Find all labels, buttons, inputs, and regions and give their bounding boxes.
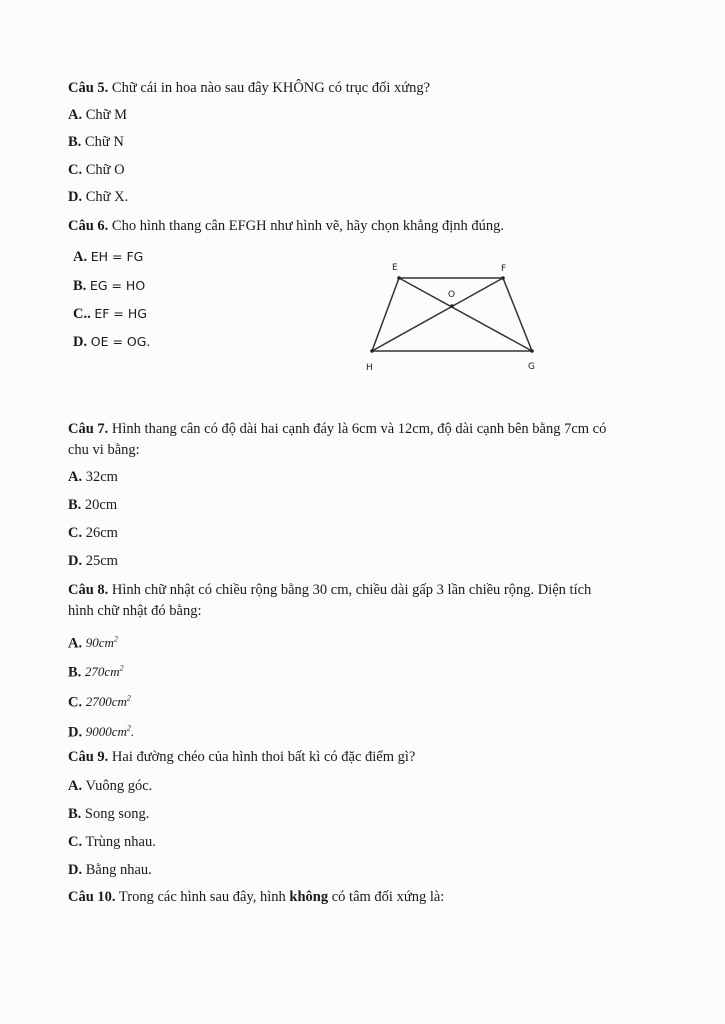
option-text: Song song.: [84, 806, 150, 822]
label-g: G: [528, 362, 535, 372]
question-number: Câu 10.: [68, 889, 116, 905]
option-label: B.: [73, 278, 87, 294]
area-exponent: 2: [113, 635, 118, 644]
area-unit: cm: [111, 724, 127, 740]
trapezoid-efgh-figure: [360, 258, 550, 376]
label-h: H: [366, 363, 373, 373]
option-label: B.: [68, 664, 82, 681]
option-label: A.: [68, 107, 83, 123]
question-text: chu vi bằng:: [68, 442, 140, 458]
option-label: B.: [68, 497, 82, 513]
area-number: 270: [84, 664, 105, 680]
option-text: Chữ N: [84, 134, 124, 150]
question-text: Chữ cái in hoa nào sau đây KHÔNG có trục đối xứng?: [111, 80, 431, 96]
q8-option-d: [68, 719, 134, 742]
q6-option-b: [73, 276, 145, 296]
option-text: OE = OG.: [90, 334, 151, 349]
option-text: 26cm: [85, 525, 118, 541]
option-label: D.: [73, 334, 88, 350]
question-text: Cho hình thang cân EFGH như hình vẽ, hãy chọn khẳng định đúng.: [111, 218, 504, 234]
question-number: Câu 8.: [68, 582, 109, 598]
option-value: [85, 664, 124, 679]
option-label: C.: [68, 525, 83, 541]
point-h: [370, 349, 374, 353]
question-text: Trong các hình sau đây, hình: [118, 889, 286, 905]
option-text: Chữ O: [85, 162, 125, 178]
option-label: B.: [68, 134, 82, 150]
option-label: D.: [68, 189, 83, 205]
option-value: [86, 724, 134, 739]
question-text: Hình chữ nhật có chiều rộng bằng 30 cm, chiều dài gấp 3 lần chiều rộng. Diện tích: [111, 582, 592, 598]
option-label: C..: [73, 306, 91, 322]
point-g: [530, 349, 534, 353]
question-text: hình chữ nhật đó bằng:: [68, 603, 202, 619]
question-emphasis: không: [289, 889, 329, 905]
option-text: 25cm: [85, 553, 118, 569]
q5-option-a: [68, 105, 127, 125]
area-exponent: 2: [119, 664, 124, 673]
option-text: Chữ X.: [85, 189, 129, 205]
q6-option-d: [73, 332, 150, 352]
q5-option-b: [68, 132, 124, 152]
q8-option-b: [68, 659, 124, 682]
option-value: [86, 635, 118, 650]
q7-option-b: [68, 495, 117, 515]
label-o: O: [448, 290, 456, 300]
question-number: Câu 6.: [68, 218, 109, 234]
point-f: [501, 276, 505, 280]
q5-option-d: [68, 187, 128, 207]
question-8: [68, 580, 591, 600]
option-text: Chữ M: [85, 107, 128, 123]
q5-option-c: [68, 160, 125, 180]
q9-option-c: [68, 832, 156, 852]
area-number: 2700: [85, 694, 112, 710]
q9-option-a: [68, 776, 152, 796]
option-label: C.: [68, 694, 83, 711]
option-label: A.: [73, 249, 88, 265]
question-number: Câu 7.: [68, 421, 109, 437]
diagonal-fh: [372, 278, 503, 351]
question-7-line-2: [68, 440, 140, 460]
option-label: D.: [68, 553, 83, 569]
label-f: F: [501, 264, 507, 274]
point-e: [397, 276, 401, 280]
option-label: A.: [68, 635, 83, 652]
question-8-line-2: [68, 601, 202, 621]
q7-option-c: [68, 523, 118, 543]
point-o: [450, 304, 454, 308]
q8-option-a: [68, 630, 118, 653]
option-label: C.: [68, 162, 83, 178]
option-text: EF = HG: [94, 306, 147, 321]
diagonal-eg: [399, 278, 532, 351]
option-label: A.: [68, 469, 83, 485]
option-label: D.: [68, 862, 83, 878]
question-7: [68, 419, 606, 439]
q9-option-b: [68, 804, 149, 824]
q7-option-a: [68, 467, 118, 487]
label-e: E: [392, 263, 398, 273]
option-text: Trùng nhau.: [85, 834, 156, 850]
question-text: Hình thang cân có độ dài hai cạnh đáy là 6cm và 12cm, độ dài cạnh bên bằng 7cm có: [111, 421, 607, 437]
q9-option-d: [68, 860, 152, 880]
option-label: D.: [68, 724, 83, 741]
option-text: EH = FG: [90, 249, 144, 264]
area-number: 9000: [85, 724, 112, 740]
area-number: 90: [85, 635, 99, 651]
q6-option-a: [73, 247, 143, 267]
option-label: C.: [68, 834, 83, 850]
option-label: B.: [68, 806, 82, 822]
area-exponent: 2: [126, 724, 131, 733]
question-number: Câu 5.: [68, 80, 109, 96]
option-text: EG = HO: [89, 278, 146, 293]
question-10: [68, 887, 444, 907]
question-5: [68, 78, 430, 98]
area-unit: cm: [98, 635, 114, 651]
option-label: A.: [68, 778, 83, 794]
q8-option-c: [68, 689, 131, 712]
question-6: [68, 216, 504, 236]
q7-option-d: [68, 551, 118, 571]
area-exponent: 2: [126, 694, 131, 703]
area-unit: cm: [104, 664, 120, 680]
area-unit: cm: [111, 694, 127, 710]
option-text: 32cm: [85, 469, 118, 485]
question-text: Hai đường chéo của hình thoi bất kì có đặc điểm gì?: [111, 749, 416, 765]
area-tail: .: [130, 724, 135, 740]
q6-option-c: [73, 304, 147, 324]
option-text: 20cm: [84, 497, 118, 513]
question-9: [68, 747, 415, 767]
question-text-tail: có tâm đối xứng là:: [331, 889, 445, 905]
option-text: Vuông góc.: [85, 778, 153, 794]
option-value: [86, 694, 131, 709]
option-text: Bằng nhau.: [85, 862, 152, 878]
trapezoid-outline: [372, 278, 532, 351]
question-number: Câu 9.: [68, 749, 109, 765]
